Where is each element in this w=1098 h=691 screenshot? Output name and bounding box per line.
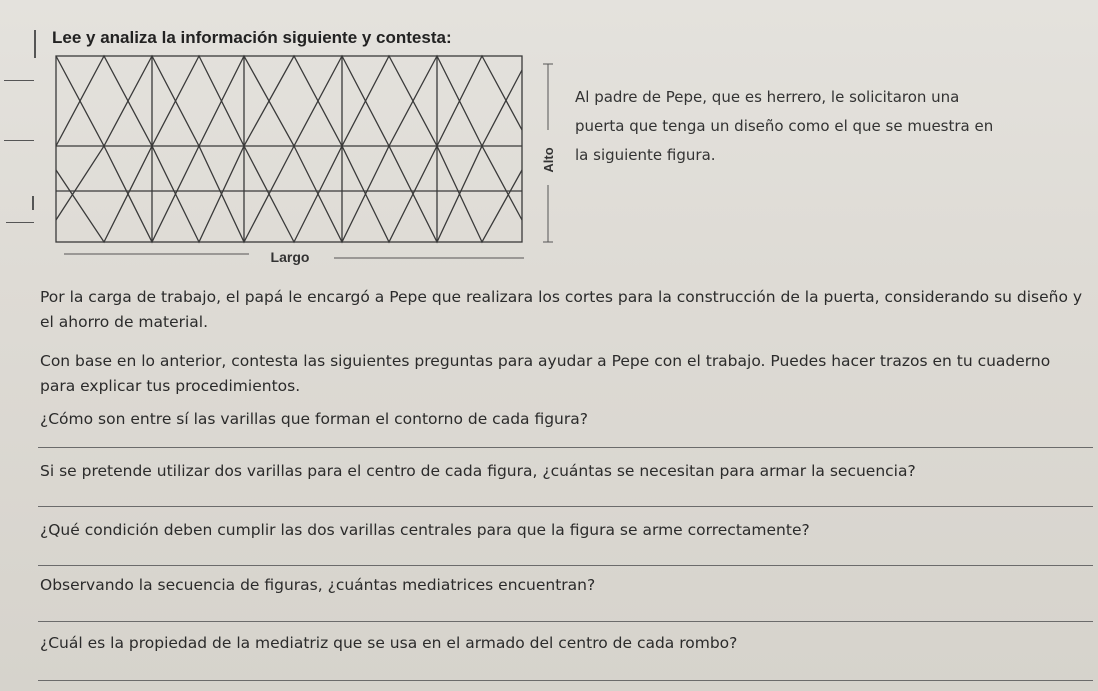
margin-mark bbox=[4, 140, 34, 141]
paragraph-instructions: Con base en lo anterior, contesta las siguientes preguntas para ayudar a Pepe con el trabajo. Puedes hacer trazos en tu cuaderno para explicar tus procedimientos. bbox=[40, 352, 1051, 395]
margin-mark bbox=[34, 30, 36, 58]
question-4: Observando la secuencia de figuras, ¿cuántas mediatrices encuentran? bbox=[40, 576, 596, 594]
question-3: ¿Qué condición deben cumplir las dos varillas centrales para que la figura se arme correctamente? bbox=[40, 521, 810, 539]
answer-line-4[interactable] bbox=[38, 621, 1093, 622]
answer-line-2[interactable] bbox=[38, 506, 1093, 507]
paragraph-context: Por la carga de trabajo, el papá le encargó a Pepe que realizara los cortes para la construcción de la puerta, considerando su diseño y el ahorro de material. bbox=[40, 288, 1083, 331]
diamond-line bbox=[56, 56, 522, 146]
question-2: Si se pretende utilizar dos varillas para el centro de cada figura, ¿cuántas se necesitan para armar la secuencia? bbox=[40, 462, 916, 480]
diamond-line bbox=[56, 56, 522, 146]
margin-mark bbox=[32, 196, 34, 210]
answer-line-1[interactable] bbox=[38, 447, 1093, 448]
margin-mark bbox=[4, 80, 34, 81]
diamond-line bbox=[56, 146, 522, 242]
intro-text: Al padre de Pepe, que es herrero, le solicitaron una puerta que tenga un diseño como el que se muestra en la siguiente figura. bbox=[575, 88, 994, 164]
question-5: ¿Cuál es la propiedad de la mediatriz que se usa en el armado del centro de cada rombo? bbox=[40, 634, 738, 652]
height-label: Alto bbox=[541, 147, 556, 173]
diamond-line bbox=[56, 146, 522, 242]
question-1: ¿Cómo son entre sí las varillas que forman el contorno de cada figura? bbox=[40, 410, 588, 428]
door-design-figure bbox=[44, 50, 564, 270]
answer-line-3[interactable] bbox=[38, 565, 1093, 566]
width-label: Largo bbox=[270, 249, 310, 265]
page-title: Lee y analiza la información siguiente y contesta: bbox=[52, 28, 452, 47]
door-outline bbox=[56, 56, 522, 242]
margin-mark bbox=[6, 222, 34, 223]
answer-line-5[interactable] bbox=[38, 680, 1093, 681]
